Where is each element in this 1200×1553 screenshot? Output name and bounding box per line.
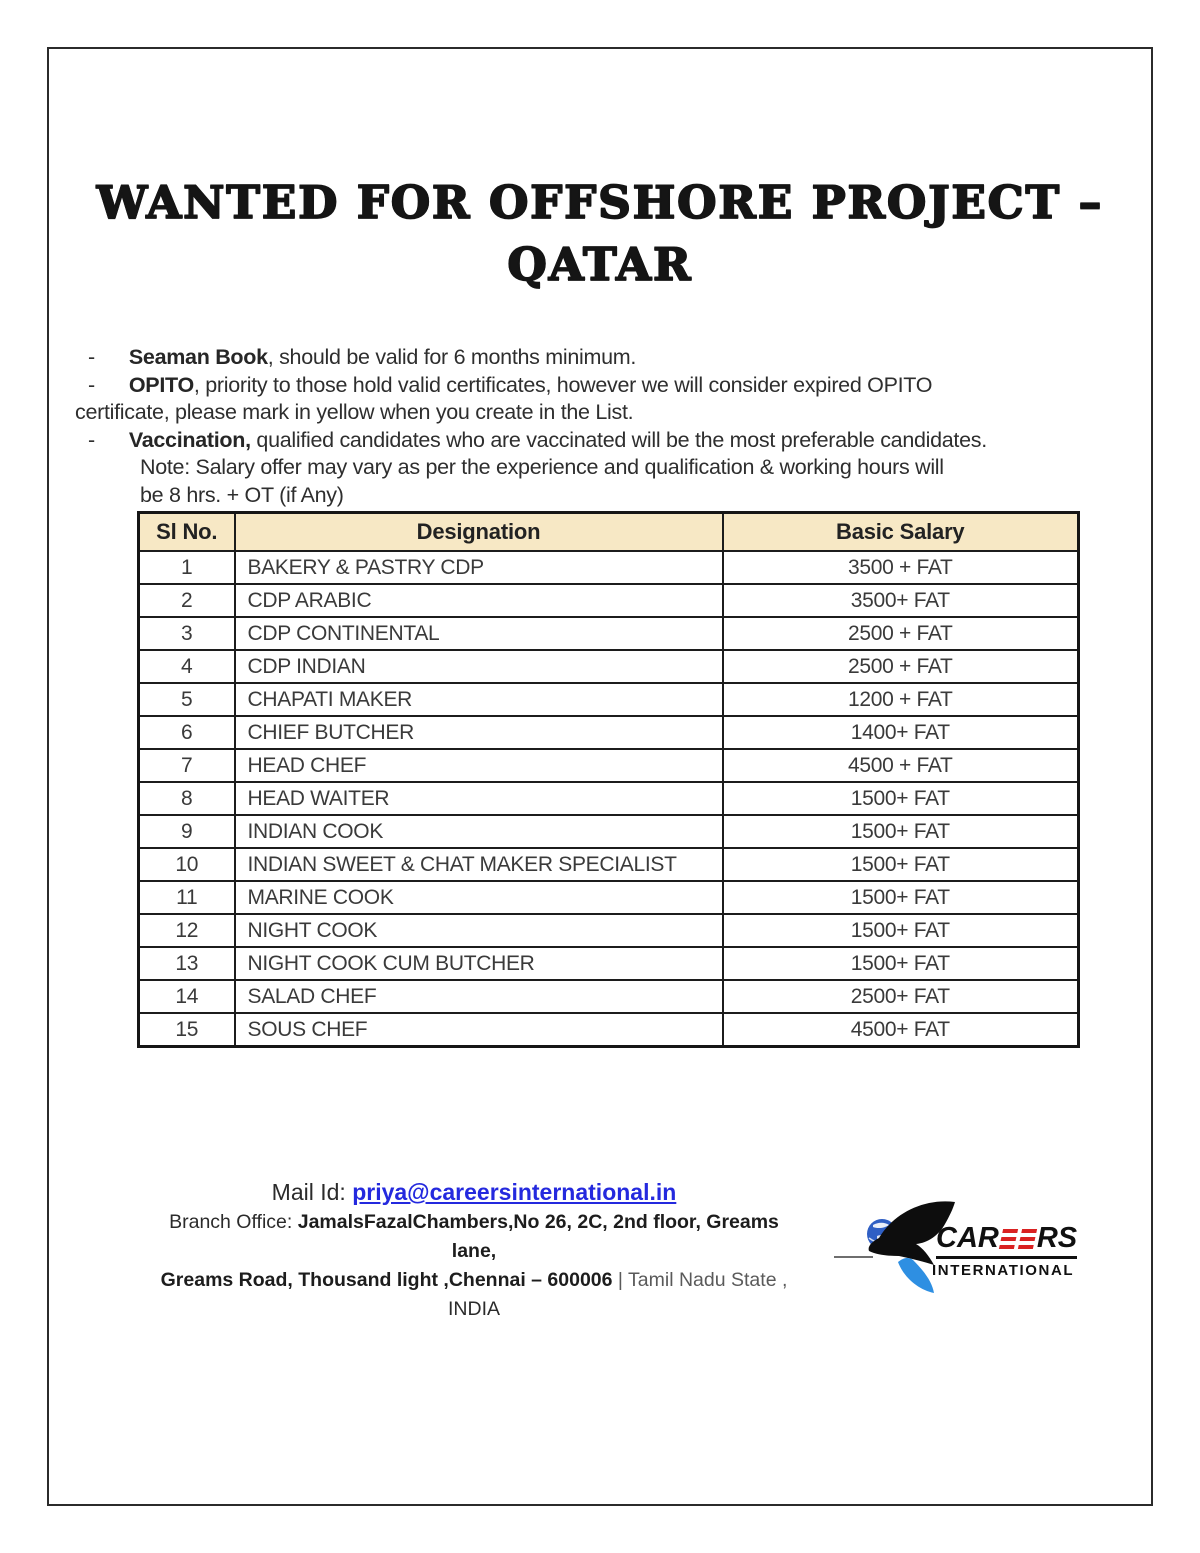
table-row	[139, 749, 1079, 782]
table-row	[139, 947, 1079, 980]
salary-table	[137, 511, 1080, 1048]
row-number-cell: 4	[139, 650, 235, 683]
designation-cell: SALAD CHEF	[235, 980, 723, 1013]
row-number-cell: 9	[139, 815, 235, 848]
note-line1: Note: Salary offer may vary as per the experience and qualification & working hours will	[140, 455, 944, 479]
designation-cell: CHIEF BUTCHER	[235, 716, 723, 749]
requirements-list	[75, 344, 1085, 509]
designation-cell: CHAPATI MAKER	[235, 683, 723, 716]
table-row	[139, 881, 1079, 914]
row-number-cell: 6	[139, 716, 235, 749]
salary-cell: 1500+ FAT	[723, 914, 1079, 947]
salary-cell: 2500+ FAT	[723, 980, 1079, 1013]
requirement-text: qualified candidates who are vaccinated will be the most preferable candidates.	[250, 427, 987, 452]
table-row	[139, 584, 1079, 617]
table-row	[139, 650, 1079, 683]
table-row	[139, 683, 1079, 716]
row-number-cell: 5	[139, 683, 235, 716]
table-row	[139, 815, 1079, 848]
table-row	[139, 980, 1079, 1013]
requirement-label: Seaman Book	[128, 345, 268, 369]
header-sl-no: Sl No.	[139, 513, 235, 552]
table-header-row	[139, 513, 1079, 552]
mail-line	[150, 1176, 798, 1208]
row-number-cell: 3	[139, 617, 235, 650]
requirement-label: OPITO	[128, 372, 194, 397]
table-row	[139, 551, 1079, 584]
salary-cell: 3500 + FAT	[723, 551, 1079, 584]
salary-table-body	[139, 551, 1079, 1047]
requirement-text: , priority to those hold valid certificates, however we will consider expired OPITO	[193, 372, 933, 397]
designation-cell: HEAD CHEF	[235, 749, 723, 782]
branch-office-line2	[150, 1266, 798, 1295]
designation-cell: HEAD WAITER	[235, 782, 723, 815]
row-number-cell: 8	[139, 782, 235, 815]
bullet-dash: -	[88, 345, 95, 369]
mail-link[interactable]: priya@careersinternational.in	[352, 1179, 677, 1205]
table-row	[139, 1013, 1079, 1047]
header-basic-salary: Basic Salary	[723, 513, 1079, 552]
designation-cell: CDP INDIAN	[235, 650, 723, 683]
designation-cell: INDIAN SWEET & CHAT MAKER SPECIALIST	[235, 848, 723, 881]
logo-subtext: INTERNATIONAL	[932, 1262, 1075, 1279]
designation-cell: INDIAN COOK	[235, 815, 723, 848]
requirement-opito	[75, 372, 1085, 427]
requirement-vaccination	[75, 427, 1085, 455]
table-row	[139, 914, 1079, 947]
mail-label: Mail Id:	[271, 1179, 353, 1205]
salary-cell: 1500+ FAT	[723, 782, 1079, 815]
requirement-text: , should be valid for 6 months minimum.	[267, 345, 637, 369]
designation-cell: BAKERY & PASTRY CDP	[235, 551, 723, 584]
salary-cell: 1400+ FAT	[723, 716, 1079, 749]
row-number-cell: 12	[139, 914, 235, 947]
careers-international-logo	[833, 1198, 1095, 1294]
row-number-cell: 10	[139, 848, 235, 881]
note-line2: be 8 hrs. + OT (if Any)	[140, 482, 344, 507]
table-row	[139, 782, 1079, 815]
designation-cell: SOUS CHEF	[235, 1013, 723, 1047]
country-text: INDIA	[447, 1298, 500, 1320]
wordmark-suffix: RS	[1036, 1222, 1078, 1254]
designation-cell: CDP CONTINENTAL	[235, 617, 723, 650]
branch-office-line1	[150, 1208, 798, 1266]
logo-wordmark	[936, 1224, 1077, 1259]
salary-cell: 1500+ FAT	[723, 815, 1079, 848]
row-number-cell: 14	[139, 980, 235, 1013]
salary-cell: 2500 + FAT	[723, 617, 1079, 650]
contact-footer	[150, 1176, 798, 1324]
salary-cell: 1200 + FAT	[723, 683, 1079, 716]
wordmark-prefix: CAR	[936, 1222, 999, 1254]
salary-cell: 1500+ FAT	[723, 881, 1079, 914]
salary-cell: 2500 + FAT	[723, 650, 1079, 683]
requirement-label: Vaccination,	[128, 427, 251, 452]
designation-cell: CDP ARABIC	[235, 584, 723, 617]
header-designation: Designation	[235, 513, 723, 552]
bullet-dash: -	[88, 372, 95, 397]
page-title-line2: QATAR	[507, 238, 693, 292]
salary-cell: 3500+ FAT	[723, 584, 1079, 617]
letter-e-bars-icon	[999, 1229, 1018, 1249]
row-number-cell: 15	[139, 1013, 235, 1047]
table-row	[139, 848, 1079, 881]
table-row	[139, 617, 1079, 650]
branch-office-label: Branch Office:	[169, 1211, 298, 1233]
designation-cell: NIGHT COOK CUM BUTCHER	[235, 947, 723, 980]
page-title	[0, 172, 1200, 296]
designation-cell: NIGHT COOK	[235, 914, 723, 947]
table-row	[139, 716, 1079, 749]
branch-address-part1: JamalsFazalChambers,No 26, 2C, 2nd floor, Greams lane,	[297, 1211, 779, 1262]
salary-cell: 1500+ FAT	[723, 848, 1079, 881]
state-text: | Tamil Nadu State ,	[612, 1269, 788, 1291]
salary-cell: 1500+ FAT	[723, 947, 1079, 980]
row-number-cell: 2	[139, 584, 235, 617]
salary-cell: 4500+ FAT	[723, 1013, 1079, 1047]
salary-cell: 4500 + FAT	[723, 749, 1079, 782]
page-title-line1: WANTED FOR OFFSHORE PROJECT –	[96, 176, 1104, 230]
row-number-cell: 13	[139, 947, 235, 980]
branch-address-part2: Greams Road, Thousand light ,Chennai – 600006	[160, 1269, 613, 1291]
row-number-cell: 11	[139, 881, 235, 914]
salary-note	[140, 454, 1085, 509]
row-number-cell: 1	[139, 551, 235, 584]
requirement-text-continued: certificate, please mark in yellow when you create in the List.	[75, 400, 634, 424]
row-number-cell: 7	[139, 749, 235, 782]
bullet-dash: -	[88, 427, 95, 452]
letter-e-bars-icon	[1018, 1229, 1037, 1249]
requirement-seaman-book	[75, 344, 1085, 372]
designation-cell: MARINE COOK	[235, 881, 723, 914]
